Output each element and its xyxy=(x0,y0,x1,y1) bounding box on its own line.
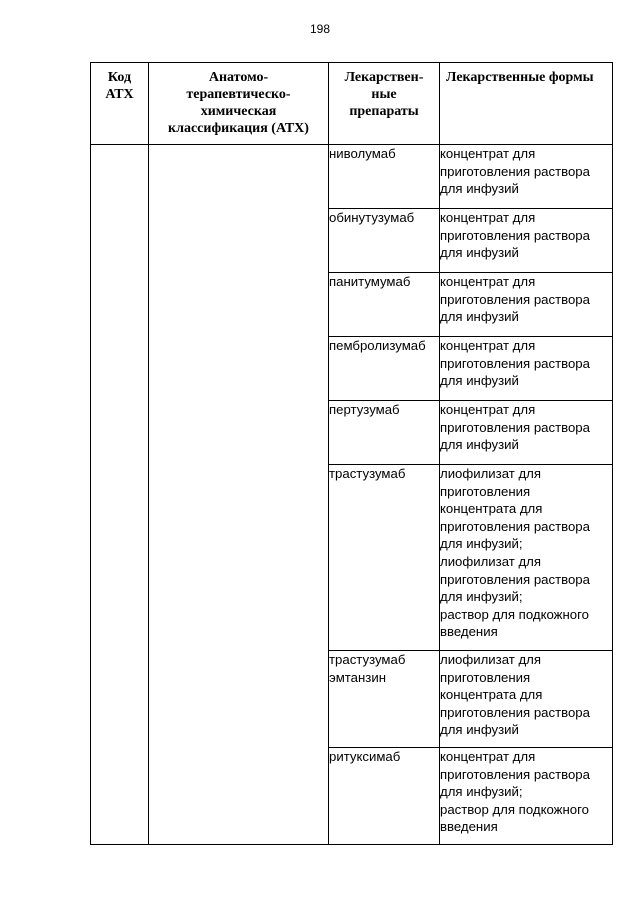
header-drugs: Лекарствен- ные препараты xyxy=(329,63,440,145)
dosage-form-cell: концентрат для приготовления раствора для инфузий xyxy=(440,209,613,273)
table-header-row xyxy=(91,63,613,145)
drug-name-cell: пембролизумаб xyxy=(329,337,440,401)
dosage-form-cell: концентрат для приготовления раствора для инфузий xyxy=(440,145,613,209)
header-classification: Анатомо- терапевтическо- химическая классификация (АТХ) xyxy=(149,63,329,145)
classification-cell xyxy=(149,145,329,845)
header-code: Код АТХ xyxy=(91,63,149,145)
drug-name-cell: трастузумаб xyxy=(329,465,440,651)
drug-name-cell: трастузумаб эмтанзин xyxy=(329,651,440,748)
drug-name-cell: пертузумаб xyxy=(329,401,440,465)
dosage-form-cell: концентрат для приготовления раствора для инфузий xyxy=(440,401,613,465)
dosage-form-cell: концентрат для приготовления раствора для инфузий xyxy=(440,273,613,337)
drug-name-cell: ритуксимаб xyxy=(329,748,440,845)
dosage-form-cell: лиофилизат для приготовления концентрата для приготовления раствора для инфузий; лиофилизат для приготовления раствора для инфузий; раствор для подкожного введения xyxy=(440,465,613,651)
code-cell xyxy=(91,145,149,845)
drug-name-cell: обинутузумаб xyxy=(329,209,440,273)
dosage-form-cell: концентрат для приготовления раствора для инфузий; раствор для подкожного введения xyxy=(440,748,613,845)
header-forms: Лекарственные формы xyxy=(440,63,613,145)
dosage-form-cell: концентрат для приготовления раствора для инфузий xyxy=(440,337,613,401)
atx-table xyxy=(90,62,613,845)
table-row xyxy=(91,145,613,209)
drug-name-cell: ниволумаб xyxy=(329,145,440,209)
page-number: 198 xyxy=(309,22,331,36)
dosage-form-cell: лиофилизат для приготовления концентрата для приготовления раствора для инфузий xyxy=(440,651,613,748)
drug-name-cell: панитумумаб xyxy=(329,273,440,337)
